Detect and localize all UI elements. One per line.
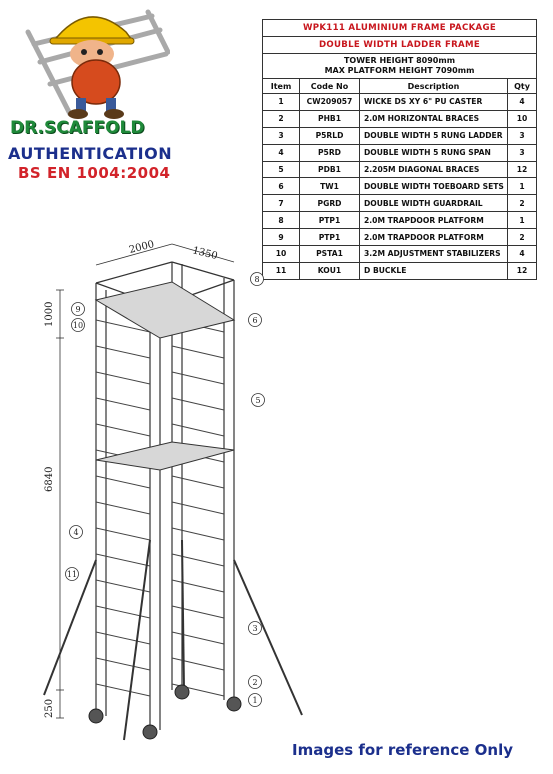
cell-item: 4 xyxy=(263,144,300,161)
frame-rung xyxy=(172,528,224,540)
frame-rung xyxy=(96,580,150,592)
cell-qty: 3 xyxy=(508,127,537,144)
cell-code: CW209057 xyxy=(300,94,360,111)
frame-rung xyxy=(96,346,150,358)
cell-item: 9 xyxy=(263,229,300,246)
dim-bottom: 250 xyxy=(44,698,55,718)
cell-code: P5RD xyxy=(300,144,360,161)
frame-rung xyxy=(96,502,150,514)
cell-desc: DOUBLE WIDTH 5 RUNG LADDER xyxy=(360,127,508,144)
frame-rung xyxy=(172,346,224,358)
package-subtitle: DOUBLE WIDTH LADDER FRAME xyxy=(263,37,537,54)
cell-qty: 1 xyxy=(508,178,537,195)
cell-item: 7 xyxy=(263,195,300,212)
callout-label: 5 xyxy=(255,396,261,405)
callout-label: 9 xyxy=(75,305,81,314)
frame-rung xyxy=(96,398,150,410)
callout-label: 10 xyxy=(72,321,84,330)
col-desc-header: Description xyxy=(360,79,508,94)
cell-item: 6 xyxy=(263,178,300,195)
frame-rung xyxy=(172,554,224,566)
callout-label: 11 xyxy=(66,570,78,579)
cell-desc: 2.0M TRAPDOOR PLATFORM xyxy=(360,212,508,229)
cell-qty: 4 xyxy=(508,94,537,111)
cell-code: PTP1 xyxy=(300,229,360,246)
cell-qty: 4 xyxy=(508,246,537,263)
col-code-header: Code No xyxy=(300,79,360,94)
cell-code: TW1 xyxy=(300,178,360,195)
cell-desc: D BUCKLE xyxy=(360,262,508,279)
cell-code: PGRD xyxy=(300,195,360,212)
cell-item: 3 xyxy=(263,127,300,144)
cell-qty: 1 xyxy=(508,212,537,229)
cell-desc: WICKE DS XY 6" PU CASTER xyxy=(360,94,508,111)
max-platform-height: MAX PLATFORM HEIGHT 7090mm xyxy=(324,66,475,75)
frame-rung xyxy=(96,554,150,566)
frame-rung xyxy=(96,424,150,436)
callout-label: 2 xyxy=(252,678,258,687)
frame-rung xyxy=(172,372,224,384)
dim-mid: 6840 xyxy=(44,466,55,492)
frame-rung xyxy=(172,502,224,514)
frame-rung xyxy=(172,658,224,670)
frame-rung xyxy=(172,580,224,592)
cell-qty: 12 xyxy=(508,262,537,279)
cell-desc: DOUBLE WIDTH GUARDRAIL xyxy=(360,195,508,212)
cell-desc: 3.2M ADJUSTMENT STABILIZERS xyxy=(360,246,508,263)
col-qty-header: Qty xyxy=(508,79,537,94)
cell-item: 2 xyxy=(263,110,300,127)
standard-label: BS EN 1004:2004 xyxy=(18,164,171,182)
cell-desc: 2.205M DIAGONAL BRACES xyxy=(360,161,508,178)
cell-code: KOU1 xyxy=(300,262,360,279)
cell-code: P5RLD xyxy=(300,127,360,144)
tower-height: TOWER HEIGHT 8090mm xyxy=(343,56,456,65)
frame-rung xyxy=(96,632,150,644)
frame-rung xyxy=(96,372,150,384)
callout-label: 6 xyxy=(252,316,258,325)
cell-item: 5 xyxy=(263,161,300,178)
frame-rung xyxy=(172,398,224,410)
callout-label: 3 xyxy=(252,624,258,633)
authentication-label: AUTHENTICATION xyxy=(8,144,173,163)
frame-rung xyxy=(96,528,150,540)
cell-item: 8 xyxy=(263,212,300,229)
cell-qty: 3 xyxy=(508,144,537,161)
dim-width: 2000 xyxy=(128,239,156,256)
cell-qty: 2 xyxy=(508,195,537,212)
cell-qty: 10 xyxy=(508,110,537,127)
dim-top: 1000 xyxy=(44,301,55,327)
frame-rung xyxy=(172,476,224,488)
cell-item: 1 xyxy=(263,94,300,111)
frame-rung xyxy=(96,476,150,488)
cell-desc: 2.0M HORIZONTAL BRACES xyxy=(360,110,508,127)
col-item-header: Item xyxy=(263,79,300,94)
frame-rung xyxy=(96,658,150,670)
callout-label: 8 xyxy=(254,275,260,284)
package-title: WPK111 ALUMINIUM FRAME PACKAGE xyxy=(263,20,537,37)
callout-label: 4 xyxy=(73,528,79,537)
dim-depth: 1350 xyxy=(191,245,219,263)
cell-item: 10 xyxy=(263,246,300,263)
cell-code: PDB1 xyxy=(300,161,360,178)
cell-qty: 12 xyxy=(508,161,537,178)
frame-rung xyxy=(96,684,150,696)
cell-desc: DOUBLE WIDTH TOEBOARD SETS xyxy=(360,178,508,195)
cell-desc: DOUBLE WIDTH 5 RUNG SPAN xyxy=(360,144,508,161)
cell-qty: 2 xyxy=(508,229,537,246)
reference-note: Images for reference Only xyxy=(292,741,514,759)
cell-code: PHB1 xyxy=(300,110,360,127)
frame-rung xyxy=(172,424,224,436)
brand-name: DR.SCAFFOLD xyxy=(10,118,145,138)
cell-code: PTP1 xyxy=(300,212,360,229)
frame-rung xyxy=(172,606,224,618)
callout-label: 1 xyxy=(252,696,258,705)
cell-code: PSTA1 xyxy=(300,246,360,263)
frame-rung xyxy=(172,632,224,644)
cell-desc: 2.0M TRAPDOOR PLATFORM xyxy=(360,229,508,246)
cell-item: 11 xyxy=(263,262,300,279)
